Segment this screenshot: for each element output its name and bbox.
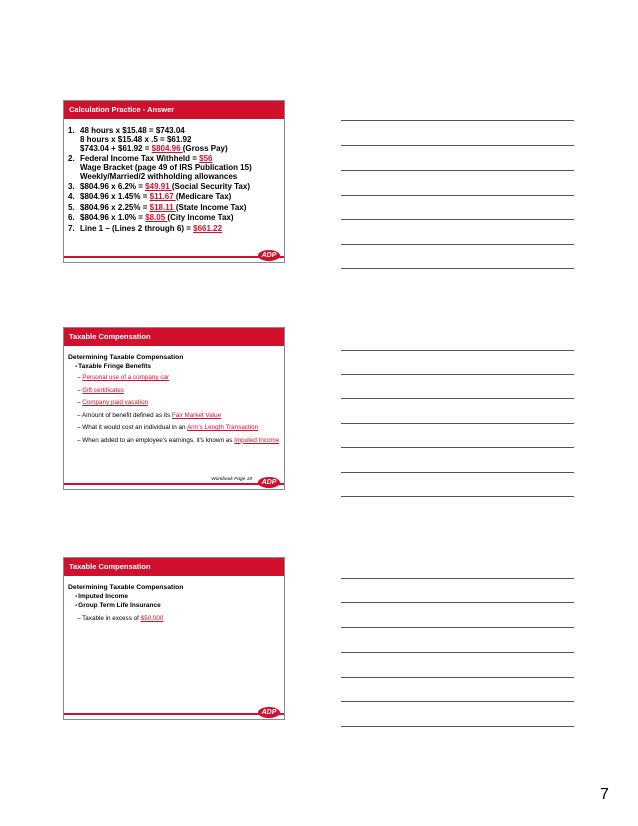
sub-text: What it would cost an individual in an (82, 424, 187, 431)
answer-value: $18.11 (149, 202, 176, 212)
sub-highlight: $50,000 (140, 615, 164, 622)
slide-subtitle: Determining Taxable Compensation (68, 584, 184, 591)
slide-title: Taxable Compensation (64, 558, 284, 576)
footer-bar (64, 483, 284, 485)
answer-text: 8 hours x $15.48 x .5 = $61.92 (80, 134, 192, 144)
answer-line (68, 193, 282, 202)
sub-text: Taxable in excess of (82, 615, 141, 622)
bullet-text: Taxable Fringe Benefits (78, 363, 151, 370)
note-line (341, 120, 574, 121)
answer-text: 48 hours x $15.48 = $743.04 (80, 126, 185, 135)
answer-value: $661.22 (193, 223, 223, 233)
footer-bar (64, 256, 284, 258)
answer-text: $743.04 + $61.92 = (80, 143, 152, 153)
bullet-item (68, 602, 282, 609)
sub-item (68, 412, 282, 421)
dash: – (77, 411, 81, 419)
note-line (341, 219, 574, 220)
note-line (341, 374, 574, 375)
answer-note: (Medicare Tax) (175, 192, 232, 202)
sub-item (68, 387, 282, 396)
sub-highlight: Company paid vacation (82, 399, 149, 406)
sub-text: Amount of benefit defined as its (81, 411, 172, 419)
sub-item (68, 399, 282, 408)
sub-highlight: Imputed Income (234, 436, 280, 444)
dash: – (77, 424, 81, 431)
item-number: 3. (68, 181, 75, 191)
note-line (341, 677, 574, 678)
note-line (341, 244, 574, 245)
sub-item (68, 424, 282, 433)
note-line (341, 602, 574, 603)
bullet-text: Group Term Life Insurance (78, 602, 161, 609)
item-number: 6. (68, 213, 75, 223)
bullet-marker: ▪ (75, 594, 78, 600)
adp-logo: ADP (258, 477, 280, 488)
sub-item (68, 437, 282, 446)
answer-line (68, 204, 282, 213)
note-line (341, 398, 574, 399)
slide-taxable-compensation-2 (63, 557, 285, 720)
answer-note: (Social Security Tax) (171, 181, 250, 191)
sub-highlight: Arm's Length Transaction (186, 424, 259, 431)
slide-title: Calculation Practice - Answer (64, 101, 284, 119)
answer-value: $49.91 (145, 181, 172, 191)
answer-text: Line 1 – (Lines 2 through 6) = (80, 223, 194, 233)
dash: – (77, 374, 81, 381)
slide-subtitle: Determining Taxable Compensation (68, 354, 184, 361)
answer-list (68, 127, 282, 235)
answer-item (68, 225, 282, 234)
answer-item (68, 193, 282, 202)
adp-logo: ADP (258, 250, 280, 261)
bullet-marker: ▪ (75, 603, 78, 609)
answer-note: (Gross Pay) (182, 143, 228, 153)
sub-text: When added to an employee's earnings, it's known as (82, 436, 235, 444)
dash: – (77, 399, 81, 406)
note-line (341, 652, 574, 653)
answer-note: (State Income Tax) (175, 202, 247, 212)
answer-line (68, 173, 282, 182)
sub-highlight: Personal use of a company car (82, 374, 170, 381)
answer-item (68, 204, 282, 213)
answer-item (68, 155, 282, 181)
item-number: 2. (68, 153, 75, 163)
answer-value: $804.96 (151, 143, 183, 153)
note-line (341, 195, 574, 196)
slide-calculation-practice (63, 100, 285, 263)
note-line (341, 423, 574, 424)
answer-text: $804.96 x 1.0% = (80, 213, 146, 223)
note-line (341, 627, 574, 628)
note-line (341, 350, 574, 351)
dash: – (77, 386, 81, 394)
note-line (341, 726, 574, 727)
answer-value: $8.05 (145, 213, 168, 223)
note-line (341, 578, 574, 579)
item-number: 5. (68, 202, 75, 212)
answer-item (68, 214, 282, 223)
answer-value: $56 (199, 153, 213, 163)
answer-note: (City Income Tax) (167, 213, 234, 223)
answer-line (68, 225, 282, 234)
answer-line (68, 145, 282, 154)
footer-bar (64, 713, 284, 715)
note-line (341, 170, 574, 171)
item-number: 1. (68, 126, 75, 135)
dash: – (77, 436, 81, 444)
bullet-item (68, 593, 282, 600)
note-line (341, 145, 574, 146)
answer-item (68, 183, 282, 192)
answer-text: $804.96 x 2.25% = (80, 202, 150, 212)
answer-line (68, 183, 282, 192)
slide-title: Taxable Compensation (64, 328, 284, 346)
item-number: 7. (68, 223, 75, 233)
note-line (341, 472, 574, 473)
answer-text: $804.96 x 6.2% = (80, 181, 146, 191)
answer-item (68, 127, 282, 153)
answer-value: $11.67 (149, 192, 176, 202)
bullet-item (68, 363, 282, 370)
answer-text: $804.96 x 1.45% = (80, 192, 150, 202)
bullet-text: Imputed Income (78, 593, 128, 600)
item-number: 4. (68, 192, 75, 202)
page-number: 7 (600, 786, 609, 803)
sub-highlight: Fair Market Value (171, 411, 222, 419)
sub-highlight: Gift certificates (82, 386, 124, 394)
answer-text: Weekly/Married/2 withholding allowances (80, 171, 238, 181)
slide-taxable-compensation-1 (63, 327, 285, 490)
note-line (341, 496, 574, 497)
adp-logo: ADP (258, 707, 280, 718)
answer-line (68, 214, 282, 223)
workbook-reference: Workbook Page 18 (211, 477, 252, 482)
note-line (341, 701, 574, 702)
dash: – (77, 615, 81, 622)
note-line (341, 447, 574, 448)
sub-item (68, 615, 282, 624)
answer-text: Federal Income Tax Withheld = (80, 153, 200, 163)
sub-list (68, 374, 282, 445)
sub-item (68, 374, 282, 383)
bullet-marker: ▪ (75, 364, 78, 370)
note-line (341, 268, 574, 269)
answer-text: Wage Bracket (page 49 of IRS Publication 15) (80, 162, 252, 172)
